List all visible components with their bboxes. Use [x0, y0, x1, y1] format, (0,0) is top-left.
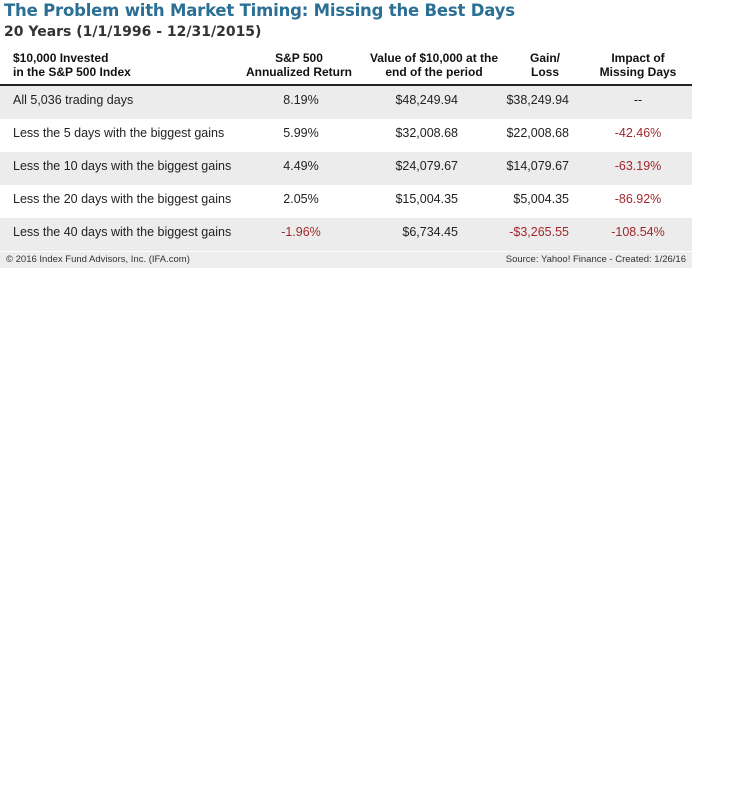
impact-cell: -86.92% [614, 192, 662, 206]
column-header-line2: Missing Days [599, 64, 677, 79]
column-header-gain-loss [515, 52, 575, 79]
table-row [0, 185, 692, 218]
chart-footer [0, 252, 692, 268]
column-header-line2: end of the period [385, 64, 483, 79]
table-row [0, 119, 692, 152]
row-label: Less the 20 days with the biggest gains [13, 192, 232, 206]
chart-title: The Problem with Market Timing: Missing the Best Days [4, 1, 515, 20]
annualized-return-cell: 5.99% [283, 126, 319, 140]
row-label: Less the 5 days with the biggest gains [13, 126, 225, 140]
value-cell: $6,734.45 [402, 225, 458, 239]
table-header [0, 50, 692, 86]
row-label: Less the 40 days with the biggest gains [13, 225, 232, 239]
annualized-return-cell: -1.96% [281, 225, 321, 239]
column-header-line2: Annualized Return [245, 64, 352, 79]
chart-subtitle: 20 Years (1/1/1996 - 12/31/2015) [4, 24, 262, 40]
row-label: All 5,036 trading days [13, 93, 134, 107]
column-header-line1: Gain/ [529, 51, 560, 65]
row-label: Less the 10 days with the biggest gains [13, 159, 232, 173]
column-header-annualized-return [235, 52, 363, 79]
annualized-return-cell: 2.05% [283, 192, 319, 206]
column-header-line2: in the S&P 500 Index [13, 64, 131, 79]
value-cell: $15,004.35 [395, 192, 458, 206]
column-header-line1: S&P 500 [275, 51, 323, 65]
value-cell: $48,249.94 [395, 93, 458, 107]
table-row [0, 152, 692, 185]
copyright-note: © 2016 Index Fund Advisors, Inc. (IFA.com) [6, 254, 190, 265]
gain-loss-cell: $38,249.94 [506, 93, 569, 107]
table-body [0, 86, 692, 251]
gain-loss-cell: $5,004.35 [513, 192, 569, 206]
impact-cell: -108.54% [611, 225, 665, 239]
value-cell: $32,008.68 [395, 126, 458, 140]
table-row [0, 218, 692, 251]
column-header-line1: Impact of [611, 51, 665, 65]
impact-cell: -- [633, 93, 643, 107]
column-header-line1: Value of $10,000 at the [369, 51, 499, 65]
column-header-line1: $10,000 Invested [13, 51, 109, 65]
table-row [0, 86, 692, 119]
annualized-return-cell: 4.49% [283, 159, 319, 173]
column-header-value [360, 52, 508, 79]
column-header-line2: Loss [530, 64, 559, 79]
value-cell: $24,079.67 [395, 159, 458, 173]
impact-cell: -42.46% [614, 126, 662, 140]
source-note: Source: Yahoo! Finance - Created: 1/26/16 [505, 254, 686, 265]
column-header-impact [590, 52, 686, 79]
annualized-return-cell: 8.19% [283, 93, 319, 107]
gain-loss-cell: $22,008.68 [506, 126, 569, 140]
impact-cell: -63.19% [614, 159, 662, 173]
gain-loss-cell: $14,079.67 [506, 159, 569, 173]
gain-loss-cell: -$3,265.55 [509, 225, 569, 239]
column-header-invested [13, 52, 131, 79]
